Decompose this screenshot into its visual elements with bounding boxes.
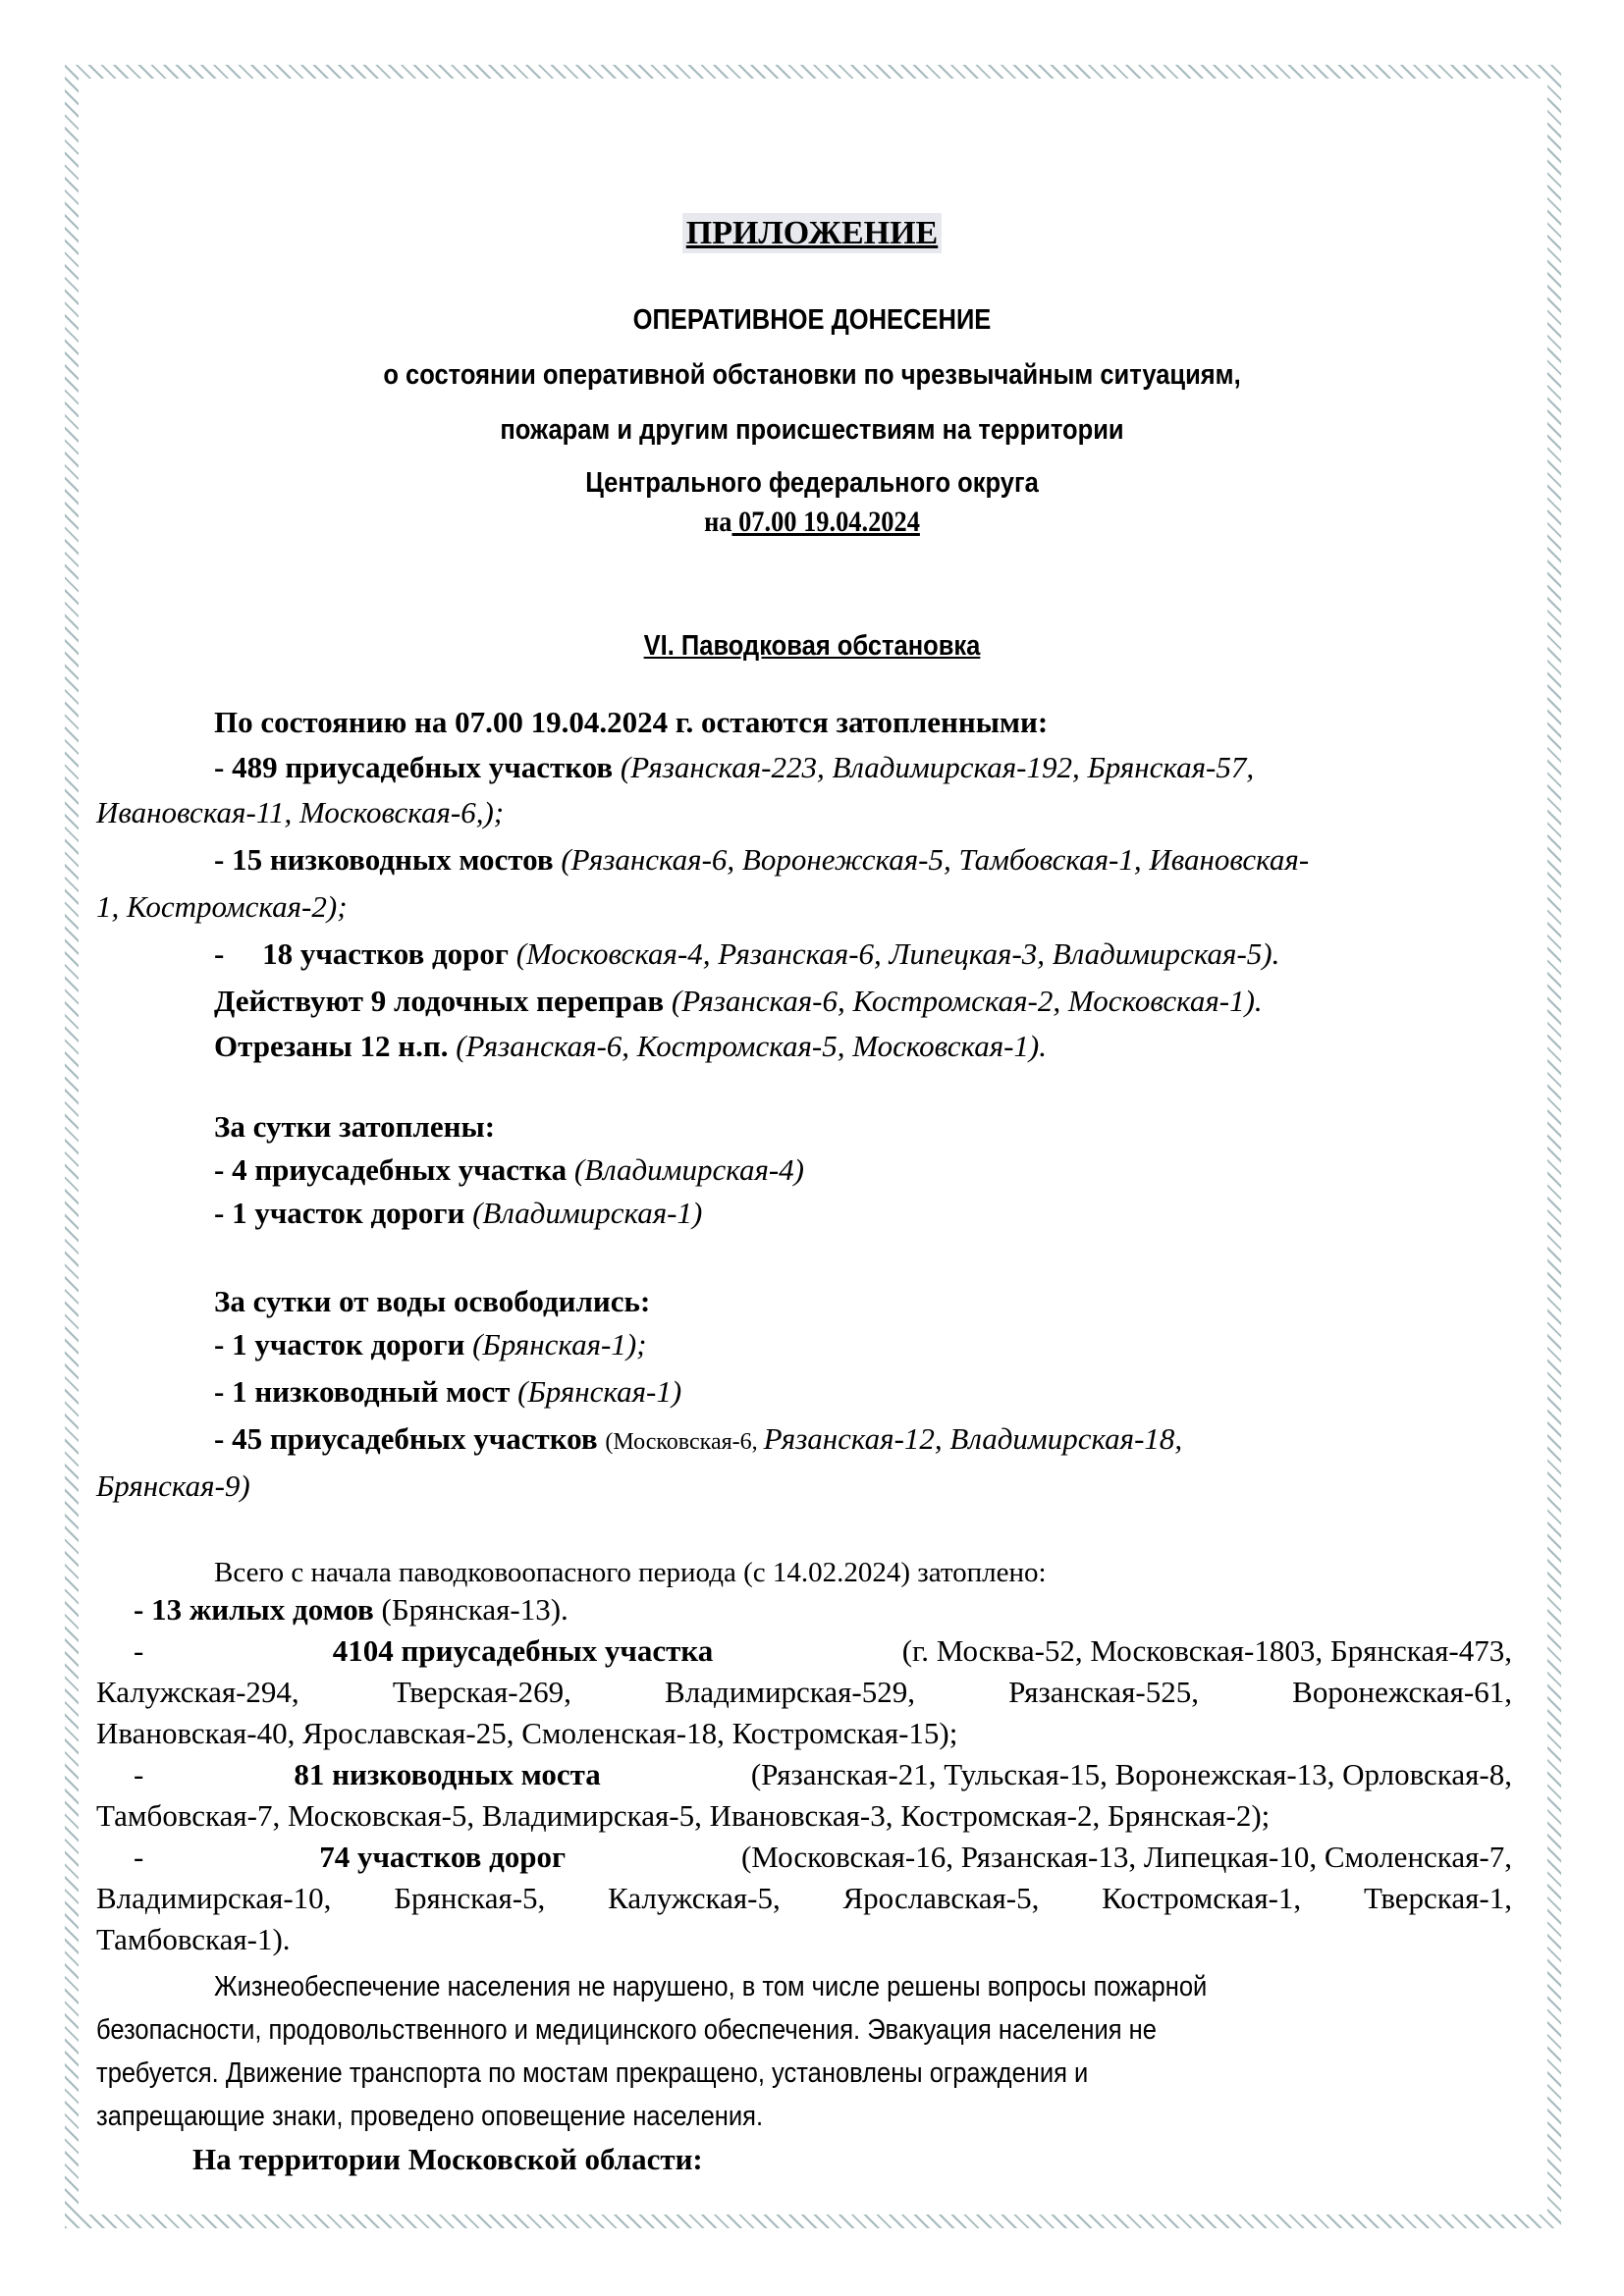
report-subtitle-row-3 — [0, 463, 1624, 503]
total-plots-line3: Ивановская-40, Ярославская-25, Смоленская-18, Костромская-15); — [96, 1716, 958, 1750]
report-subtitle-row-1 — [0, 355, 1624, 395]
item-details-normal: (Московская-6, — [605, 1429, 764, 1455]
item-label: - 15 низководных мостов — [214, 842, 562, 877]
item-label: - 1 низководный мост — [214, 1374, 518, 1409]
freed-day-item — [214, 1325, 646, 1364]
appendix-title: ПРИЛОЖЕНИЕ — [682, 213, 942, 253]
report-title: ОПЕРАТИВНОЕ ДОНЕСЕНИЕ — [632, 304, 992, 336]
item-details: (Брянская-1) — [517, 1374, 682, 1409]
freed-day-item-cont: Брянская-9) — [96, 1468, 250, 1503]
current-item-bridges — [214, 840, 1309, 880]
total-roads-line3: Тамбовская-1). — [96, 1922, 291, 1956]
item-label: - 18 участков дорог — [214, 936, 516, 971]
total-houses — [134, 1590, 568, 1629]
item-details: (Брянская-13). — [381, 1592, 568, 1627]
report-title-row — [0, 300, 1624, 340]
total-roads-line2 — [96, 1879, 1512, 1918]
current-heading: По состоянию на 07.00 19.04.2024 г. остаются затопленными: — [214, 705, 1049, 739]
summary-line-2 — [96, 2010, 1301, 2050]
item-label: 74 участков дорог — [319, 1840, 567, 1874]
item-label: Действуют 9 лодочных переправ — [214, 984, 672, 1018]
flooded-day-item — [214, 1150, 804, 1190]
item-label: - 489 приусадебных участков — [214, 750, 621, 784]
report-subtitle-row-2 — [0, 410, 1624, 450]
flooded-day-item — [214, 1194, 702, 1233]
freed-day-item — [214, 1372, 681, 1412]
report-subtitle-1: о состоянии оперативной обстановки по чрезвычайным ситуациям, — [383, 359, 1241, 391]
item-details: (Рязанская-6, Воронежская-5, Тамбовская-1, Ивановская- — [561, 842, 1310, 877]
item-details: (Рязанская-21, Тульская-15, Воронежская-13, Орловская-8, — [750, 1757, 1512, 1791]
item-details: Калужская-294, Тверская-269, Владимирская-529, Рязанская-525, Воронежская-61, — [96, 1675, 1512, 1709]
summary-text: запрещающие знаки, проведено оповещение населения. — [96, 2101, 764, 2132]
summary-text: Жизнеобеспечение населения не нарушено, в том числе решены вопросы пожарной — [214, 1971, 1208, 2002]
moscow-region-heading: На территории Московской области: — [192, 2142, 703, 2176]
item-details: (Московская-4, Рязанская-6, Липецкая-3, Владимирская-5). — [515, 936, 1280, 971]
report-date — [97, 503, 1527, 542]
item-label: Отрезаны 12 н.п. — [214, 1029, 457, 1063]
current-item-cutoff — [214, 1027, 1047, 1066]
freed-day-item — [214, 1419, 1182, 1462]
item-details: (Владимирская-4) — [573, 1152, 805, 1187]
report-subtitle-3: Центрального федерального округа — [585, 467, 1039, 499]
total-plots — [134, 1631, 1512, 1671]
item-label: - 45 приусадебных участков — [214, 1421, 606, 1456]
report-date-value: 07.00 19.04.2024 — [731, 506, 920, 538]
item-details: (Владимирская-1) — [472, 1196, 703, 1230]
dash: - — [134, 1633, 144, 1668]
total-bridges-line2: Тамбовская-7, Московская-5, Владимирская-5, Ивановская-3, Костромская-2, Брянская-2); — [96, 1798, 1271, 1833]
appendix-title-row — [0, 214, 1624, 253]
total-heading: Всего с начала паводковоопасного периода (с 14.02.2024) затоплено: — [214, 1557, 1047, 1588]
freed-day-heading: За сутки от воды освободились: — [214, 1284, 651, 1318]
item-details: (Рязанская-6, Костромская-2, Московская-1). — [671, 984, 1263, 1018]
item-label: - 1 участок дороги — [214, 1327, 473, 1362]
item-label: 4104 приусадебных участка — [332, 1633, 714, 1668]
item-details: (Рязанская-6, Костромская-5, Московская-1). — [456, 1029, 1047, 1063]
item-label: - 4 приусадебных участка — [214, 1152, 574, 1187]
item-details: (Рязанская-223, Владимирская-192, Брянская-57, — [620, 750, 1255, 784]
section-title: VI. Паводковая обстановка — [643, 630, 981, 662]
item-label: - 13 жилых домов — [134, 1592, 382, 1627]
item-details: Владимирская-10, Брянская-5, Калужская-5, Ярославская-5, Костромская-1, Тверская-1, — [96, 1881, 1512, 1915]
section-title-row — [0, 626, 1624, 666]
item-details: (г. Москва-52, Московская-1803, Брянская-473, — [901, 1633, 1512, 1668]
current-item-roads — [214, 934, 1279, 974]
item-details: Рязанская-12, Владимирская-18, — [763, 1421, 1183, 1456]
item-details: (Брянская-1); — [472, 1327, 647, 1362]
total-plots-line2 — [96, 1673, 1512, 1712]
dash: - — [134, 1840, 144, 1874]
report-subtitle-2: пожарам и другим происшествиям на территории — [500, 414, 1124, 446]
total-roads — [134, 1838, 1512, 1877]
current-item-bridges-cont: 1, Костромская-2); — [96, 889, 348, 924]
total-bridges — [134, 1755, 1512, 1794]
current-item-plots — [214, 748, 1254, 787]
flooded-day-heading: За сутки затоплены: — [214, 1109, 496, 1144]
summary-line-3 — [96, 2054, 1223, 2093]
current-item-crossings — [214, 982, 1263, 1021]
item-label: - 1 участок дороги — [214, 1196, 473, 1230]
summary-text: безопасности, продовольственного и медицинского обеспечения. Эвакуация населения не — [96, 2014, 1157, 2046]
summary-line-4 — [96, 2097, 854, 2136]
summary-text: требуется. Движение транспорта по мостам прекращено, установлены ограждения и — [96, 2057, 1089, 2089]
summary-line-1 — [214, 1967, 1342, 2006]
dash: - — [134, 1757, 144, 1791]
current-item-plots-cont: Ивановская-11, Московская-6,); — [96, 795, 505, 829]
item-label: 81 низководных моста — [294, 1757, 601, 1791]
report-date-prefix: на — [704, 506, 732, 538]
item-details: (Московская-16, Рязанская-13, Липецкая-10, Смоленская-7, — [740, 1840, 1512, 1874]
